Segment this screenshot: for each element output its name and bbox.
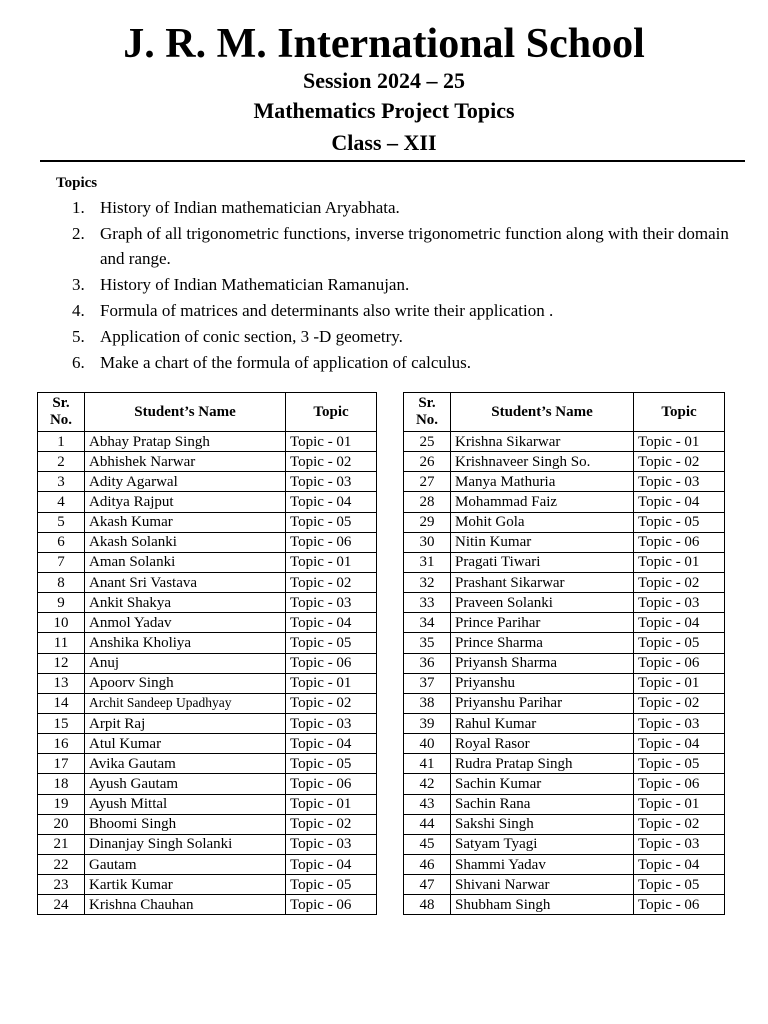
student-name-cell: Abhay Pratap Singh bbox=[85, 432, 286, 452]
sr-no-cell: 42 bbox=[404, 774, 451, 794]
sr-no-cell: 21 bbox=[38, 834, 85, 854]
sr-no-cell: 40 bbox=[404, 734, 451, 754]
topic-text: History of Indian mathematician Aryabhata. bbox=[100, 198, 400, 217]
student-name-cell: Rahul Kumar bbox=[451, 713, 634, 733]
topic-number: 5. bbox=[72, 326, 85, 346]
sr-no-cell: 48 bbox=[404, 895, 451, 915]
topic-cell: Topic - 05 bbox=[634, 875, 725, 895]
table-row bbox=[38, 512, 377, 532]
topic-cell: Topic - 04 bbox=[286, 492, 377, 512]
student-name-cell: Rudra Pratap Singh bbox=[451, 754, 634, 774]
header-divider bbox=[40, 160, 745, 162]
student-name-cell: Royal Rasor bbox=[451, 734, 634, 754]
table-row bbox=[404, 613, 725, 633]
sr-no-cell: 38 bbox=[404, 693, 451, 713]
student-name-cell: Mohammad Faiz bbox=[451, 492, 634, 512]
table-row bbox=[38, 834, 377, 854]
table-row bbox=[404, 472, 725, 492]
sr-no-cell: 26 bbox=[404, 452, 451, 472]
table-row bbox=[404, 552, 725, 572]
student-name-header: Student’s Name bbox=[451, 393, 634, 432]
table-row bbox=[38, 432, 377, 452]
topic-cell: Topic - 05 bbox=[634, 633, 725, 653]
sr-no-header: Sr. No. bbox=[404, 393, 451, 432]
topic-cell: Topic - 06 bbox=[286, 774, 377, 794]
sr-no-cell: 5 bbox=[38, 512, 85, 532]
sr-no-cell: 45 bbox=[404, 834, 451, 854]
topic-cell: Topic - 02 bbox=[286, 452, 377, 472]
topics-list bbox=[72, 196, 732, 377]
table-row bbox=[404, 754, 725, 774]
student-table-left bbox=[37, 392, 377, 915]
topics-heading: Topics bbox=[56, 175, 98, 191]
topic-cell: Topic - 05 bbox=[286, 633, 377, 653]
sr-no-cell: 4 bbox=[38, 492, 85, 512]
topic-cell: Topic - 04 bbox=[286, 613, 377, 633]
student-name-cell: Sachin Kumar bbox=[451, 774, 634, 794]
student-name-cell: Kartik Kumar bbox=[85, 875, 286, 895]
topic-cell: Topic - 03 bbox=[634, 593, 725, 613]
topic-cell: Topic - 03 bbox=[286, 472, 377, 492]
student-name-cell: Manya Mathuria bbox=[451, 472, 634, 492]
sr-no-cell: 35 bbox=[404, 633, 451, 653]
table-row bbox=[404, 532, 725, 552]
table-row bbox=[38, 633, 377, 653]
table-row bbox=[404, 593, 725, 613]
topic-cell: Topic - 01 bbox=[286, 552, 377, 572]
student-name-cell: Sachin Rana bbox=[451, 794, 634, 814]
topic-cell: Topic - 05 bbox=[286, 512, 377, 532]
student-name-cell: Priyanshu bbox=[451, 673, 634, 693]
table-row bbox=[38, 572, 377, 592]
table-row bbox=[38, 713, 377, 733]
table-row bbox=[38, 613, 377, 633]
student-name-cell: Krishna Sikarwar bbox=[451, 432, 634, 452]
table-row bbox=[404, 854, 725, 874]
sr-no-cell: 14 bbox=[38, 693, 85, 713]
topic-cell: Topic - 06 bbox=[634, 774, 725, 794]
topic-header: Topic bbox=[286, 393, 377, 432]
sr-no-cell: 18 bbox=[38, 774, 85, 794]
topic-text: Graph of all trigonometric functions, inverse trigonometric function along with their domain and range. bbox=[100, 224, 729, 268]
student-name-cell: Apoorv Singh bbox=[85, 673, 286, 693]
topic-cell: Topic - 03 bbox=[286, 713, 377, 733]
table-row bbox=[404, 794, 725, 814]
project-title: Mathematics Project Topics bbox=[253, 98, 515, 123]
topic-cell: Topic - 01 bbox=[286, 673, 377, 693]
topic-cell: Topic - 06 bbox=[286, 895, 377, 915]
sr-no-cell: 29 bbox=[404, 512, 451, 532]
table-row bbox=[38, 814, 377, 834]
topic-cell: Topic - 04 bbox=[634, 734, 725, 754]
topic-cell: Topic - 05 bbox=[286, 875, 377, 895]
table-row bbox=[38, 895, 377, 915]
student-name-cell: Dinanjay Singh Solanki bbox=[85, 834, 286, 854]
topic-number: 3. bbox=[72, 274, 85, 294]
topic-cell: Topic - 01 bbox=[634, 432, 725, 452]
student-name-cell: Ayush Gautam bbox=[85, 774, 286, 794]
sr-no-cell: 30 bbox=[404, 532, 451, 552]
topic-cell: Topic - 04 bbox=[634, 492, 725, 512]
student-name-cell: Krishnaveer Singh So. bbox=[451, 452, 634, 472]
topic-cell: Topic - 03 bbox=[286, 593, 377, 613]
sr-no-cell: 28 bbox=[404, 492, 451, 512]
sr-no-cell: 1 bbox=[38, 432, 85, 452]
topic-text: Make a chart of the formula of application of calculus. bbox=[100, 352, 472, 372]
topic-cell: Topic - 05 bbox=[634, 512, 725, 532]
student-name-cell: Prince Parihar bbox=[451, 613, 634, 633]
sr-no-cell: 3 bbox=[38, 472, 85, 492]
topic-cell: Topic - 01 bbox=[634, 794, 725, 814]
topic-cell: Topic - 04 bbox=[286, 854, 377, 874]
student-name-cell: Avika Gautam bbox=[85, 754, 286, 774]
student-name-cell: Bhoomi Singh bbox=[85, 814, 286, 834]
table-row bbox=[404, 673, 725, 693]
table-row bbox=[404, 492, 725, 512]
topic-header: Topic bbox=[634, 393, 725, 432]
topic-number: 2. bbox=[72, 224, 85, 243]
sr-no-cell: 10 bbox=[38, 613, 85, 633]
student-table-right bbox=[403, 392, 725, 915]
table-row bbox=[404, 693, 725, 713]
topic-cell: Topic - 01 bbox=[634, 673, 725, 693]
student-name-cell: Shivani Narwar bbox=[451, 875, 634, 895]
table-row bbox=[404, 452, 725, 472]
table-row bbox=[404, 834, 725, 854]
student-name-cell: Shubham Singh bbox=[451, 895, 634, 915]
topic-cell: Topic - 04 bbox=[634, 854, 725, 874]
topic-text: Application of conic section, 3 -D geometry. bbox=[100, 326, 403, 346]
student-name-cell: Arpit Raj bbox=[85, 713, 286, 733]
table-row bbox=[38, 875, 377, 895]
topic-cell: Topic - 04 bbox=[286, 734, 377, 754]
topic-text: History of Indian Mathematician Ramanujan. bbox=[100, 274, 410, 294]
topic-cell: Topic - 03 bbox=[634, 472, 725, 492]
table-row bbox=[38, 593, 377, 613]
sr-no-cell: 9 bbox=[38, 593, 85, 613]
sr-no-cell: 11 bbox=[38, 633, 85, 653]
topic-item bbox=[72, 222, 732, 271]
topic-cell: Topic - 02 bbox=[634, 572, 725, 592]
student-name-cell: Adity Agarwal bbox=[85, 472, 286, 492]
table-row bbox=[404, 432, 725, 452]
table-row bbox=[404, 653, 725, 673]
sr-no-cell: 37 bbox=[404, 673, 451, 693]
sr-no-cell: 13 bbox=[38, 673, 85, 693]
topic-cell: Topic - 04 bbox=[634, 613, 725, 633]
table-row bbox=[38, 653, 377, 673]
table-row bbox=[38, 774, 377, 794]
sr-no-cell: 36 bbox=[404, 653, 451, 673]
student-name-cell: Akash Kumar bbox=[85, 512, 286, 532]
topic-number: 4. bbox=[72, 300, 85, 320]
student-name-cell: Sakshi Singh bbox=[451, 814, 634, 834]
sr-no-cell: 19 bbox=[38, 794, 85, 814]
table-row bbox=[38, 552, 377, 572]
sr-no-cell: 2 bbox=[38, 452, 85, 472]
table-row bbox=[38, 492, 377, 512]
table-row bbox=[38, 854, 377, 874]
student-name-cell: Akash Solanki bbox=[85, 532, 286, 552]
topic-cell: Topic - 02 bbox=[634, 452, 725, 472]
student-name-cell: Mohit Gola bbox=[451, 512, 634, 532]
topic-cell: Topic - 01 bbox=[286, 794, 377, 814]
student-name-cell: Priyansh Sharma bbox=[451, 653, 634, 673]
student-name-cell: Anshika Kholiya bbox=[85, 633, 286, 653]
topic-cell: Topic - 05 bbox=[634, 754, 725, 774]
sr-no-cell: 17 bbox=[38, 754, 85, 774]
table-row bbox=[38, 754, 377, 774]
session-label: Session 2024 – 25 bbox=[303, 68, 465, 93]
student-name-header: Student’s Name bbox=[85, 393, 286, 432]
sr-no-cell: 44 bbox=[404, 814, 451, 834]
topic-cell: Topic - 03 bbox=[634, 713, 725, 733]
sr-no-cell: 8 bbox=[38, 572, 85, 592]
sr-no-cell: 23 bbox=[38, 875, 85, 895]
table-row bbox=[404, 814, 725, 834]
topic-cell: Topic - 02 bbox=[634, 814, 725, 834]
sr-no-cell: 41 bbox=[404, 754, 451, 774]
table-row bbox=[404, 713, 725, 733]
table-row bbox=[38, 472, 377, 492]
topic-cell: Topic - 05 bbox=[286, 754, 377, 774]
student-name-cell: Archit Sandeep Upadhyay bbox=[85, 693, 286, 713]
table-row bbox=[38, 532, 377, 552]
student-name-cell: Satyam Tyagi bbox=[451, 834, 634, 854]
student-name-cell: Pragati Tiwari bbox=[451, 552, 634, 572]
sr-no-cell: 34 bbox=[404, 613, 451, 633]
topic-cell: Topic - 03 bbox=[634, 834, 725, 854]
table-row bbox=[38, 452, 377, 472]
sr-no-cell: 39 bbox=[404, 713, 451, 733]
sr-no-cell: 6 bbox=[38, 532, 85, 552]
topic-cell: Topic - 02 bbox=[286, 693, 377, 713]
student-name-cell: Abhishek Narwar bbox=[85, 452, 286, 472]
student-name-cell: Anuj bbox=[85, 653, 286, 673]
table-header-row bbox=[404, 393, 725, 432]
topic-number: 6. bbox=[72, 352, 85, 372]
table-row bbox=[38, 794, 377, 814]
student-name-cell: Anant Sri Vastava bbox=[85, 572, 286, 592]
sr-no-cell: 43 bbox=[404, 794, 451, 814]
sr-no-cell: 47 bbox=[404, 875, 451, 895]
topic-cell: Topic - 03 bbox=[286, 834, 377, 854]
sr-no-header: Sr. No. bbox=[38, 393, 85, 432]
topic-cell: Topic - 06 bbox=[634, 653, 725, 673]
class-label: Class – XII bbox=[331, 130, 437, 155]
topic-cell: Topic - 02 bbox=[286, 814, 377, 834]
topic-cell: Topic - 01 bbox=[286, 432, 377, 452]
table-row bbox=[404, 512, 725, 532]
topic-cell: Topic - 02 bbox=[286, 572, 377, 592]
table-row bbox=[404, 895, 725, 915]
table-row bbox=[404, 572, 725, 592]
topic-item bbox=[72, 196, 732, 221]
topic-cell: Topic - 06 bbox=[286, 532, 377, 552]
student-name-cell: Shammi Yadav bbox=[451, 854, 634, 874]
topic-item bbox=[72, 273, 732, 298]
sr-no-cell: 7 bbox=[38, 552, 85, 572]
topic-cell: Topic - 06 bbox=[286, 653, 377, 673]
table-row bbox=[38, 693, 377, 713]
topic-cell: Topic - 06 bbox=[634, 895, 725, 915]
sr-no-cell: 32 bbox=[404, 572, 451, 592]
sr-no-cell: 33 bbox=[404, 593, 451, 613]
sr-no-cell: 27 bbox=[404, 472, 451, 492]
student-name-cell: Ayush Mittal bbox=[85, 794, 286, 814]
topic-item bbox=[72, 325, 732, 350]
table-row bbox=[404, 633, 725, 653]
table-row bbox=[404, 875, 725, 895]
topic-item bbox=[72, 351, 732, 376]
topic-text: Formula of matrices and determinants also write their application . bbox=[100, 300, 554, 320]
table-row bbox=[38, 673, 377, 693]
sr-no-cell: 22 bbox=[38, 854, 85, 874]
table-row bbox=[38, 734, 377, 754]
school-title: J. R. M. International School bbox=[123, 21, 645, 67]
topic-number: 1. bbox=[72, 198, 85, 217]
table-header-row bbox=[38, 393, 377, 432]
student-name-cell: Anmol Yadav bbox=[85, 613, 286, 633]
student-name-cell: Aman Solanki bbox=[85, 552, 286, 572]
topic-item bbox=[72, 299, 732, 324]
topic-cell: Topic - 02 bbox=[634, 693, 725, 713]
student-name-cell: Atul Kumar bbox=[85, 734, 286, 754]
sr-no-cell: 31 bbox=[404, 552, 451, 572]
student-name-cell: Prince Sharma bbox=[451, 633, 634, 653]
table-row bbox=[404, 734, 725, 754]
student-name-cell: Ankit Shakya bbox=[85, 593, 286, 613]
sr-no-cell: 20 bbox=[38, 814, 85, 834]
student-name-cell: Prashant Sikarwar bbox=[451, 572, 634, 592]
student-name-cell: Nitin Kumar bbox=[451, 532, 634, 552]
sr-no-cell: 15 bbox=[38, 713, 85, 733]
sr-no-cell: 25 bbox=[404, 432, 451, 452]
student-name-cell: Priyanshu Parihar bbox=[451, 693, 634, 713]
table-row bbox=[404, 774, 725, 794]
sr-no-cell: 24 bbox=[38, 895, 85, 915]
sr-no-cell: 46 bbox=[404, 854, 451, 874]
student-name-cell: Krishna Chauhan bbox=[85, 895, 286, 915]
sr-no-cell: 12 bbox=[38, 653, 85, 673]
student-name-cell: Aditya Rajput bbox=[85, 492, 286, 512]
student-name-cell: Praveen Solanki bbox=[451, 593, 634, 613]
student-name-cell: Gautam bbox=[85, 854, 286, 874]
topic-cell: Topic - 01 bbox=[634, 552, 725, 572]
sr-no-cell: 16 bbox=[38, 734, 85, 754]
topic-cell: Topic - 06 bbox=[634, 532, 725, 552]
